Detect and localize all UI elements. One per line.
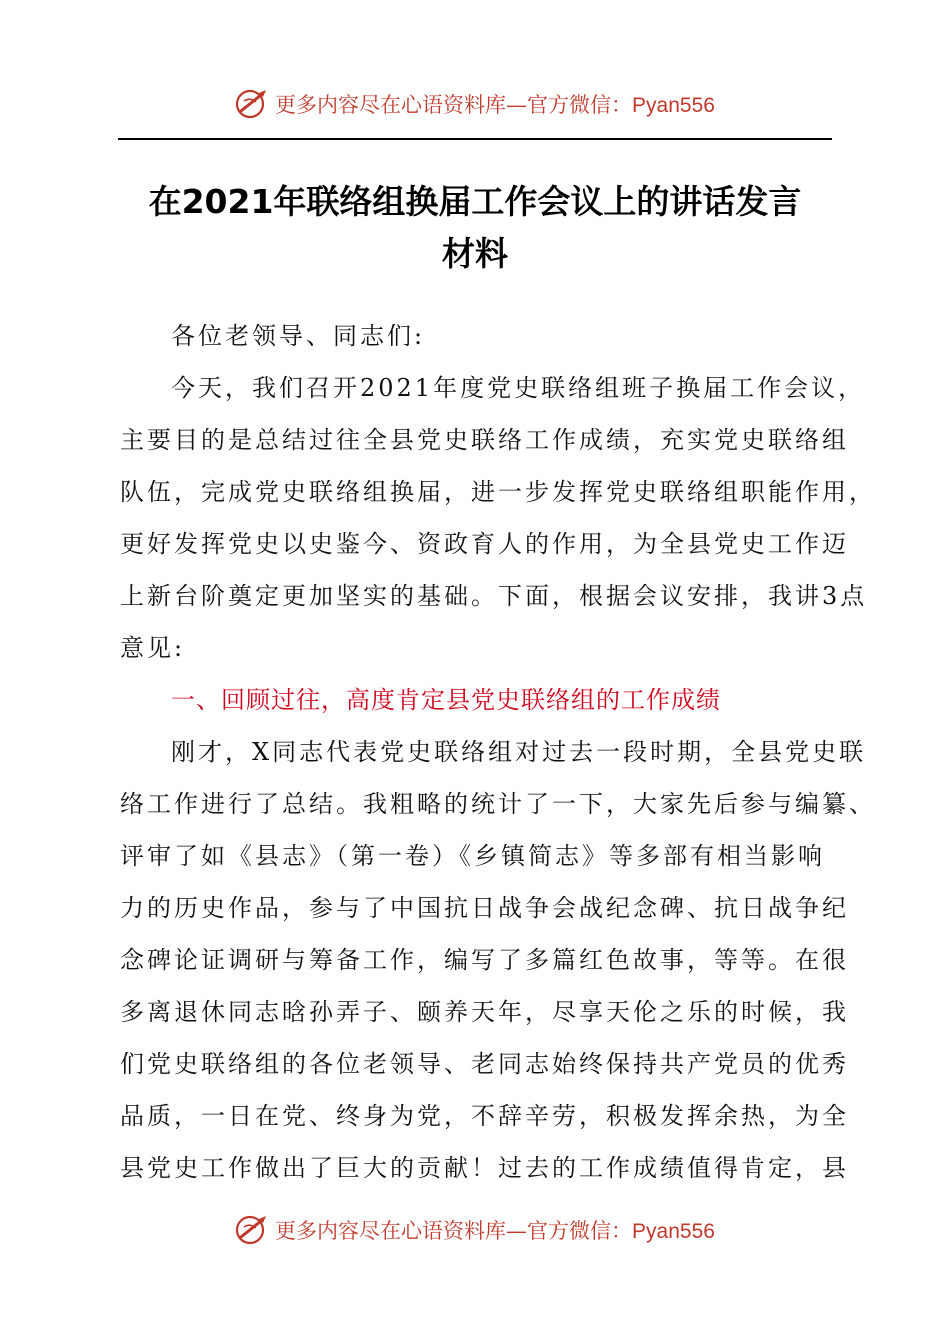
section-heading: 一、回顾过往，高度肯定县党史联络组的工作成绩 — [171, 686, 721, 714]
pen-logo-icon — [235, 1213, 269, 1247]
wechat-account: Pyan556 — [632, 1220, 715, 1243]
header-banner — [0, 84, 950, 124]
banner-text: 更多内容尽在心语资料库—官方微信：Pyan556 — [275, 93, 715, 117]
document-body — [120, 310, 876, 1194]
paragraph-line: 品质，一日在党、终身为党，不辞辛劳，积极发挥余热，为全 — [120, 1102, 849, 1130]
wechat-account: Pyan556 — [632, 94, 715, 117]
paragraph-line: 们党史联络组的各位老领导、老同志始终保持共产党员的优秀 — [120, 1050, 849, 1078]
pen-logo-icon — [235, 87, 269, 121]
salutation: 各位老领导、同志们: — [171, 322, 426, 350]
footer-banner — [0, 1210, 950, 1250]
paragraph-line: 刚才，X同志代表党史联络组对过去一段时期，全县党史联 — [171, 738, 867, 766]
paragraph-line: 今天，我们召开2021年度党史联络组班子换届工作会议， — [171, 374, 866, 402]
paragraph-line: 念碑论证调研与筹备工作，编写了多篇红色故事，等等。在很 — [120, 946, 849, 974]
paragraph-line: 络工作进行了总结。我粗略的统计了一下，大家先后参与编纂、 — [120, 790, 876, 818]
banner-text: 更多内容尽在心语资料库—官方微信：Pyan556 — [275, 1219, 715, 1243]
paragraph-line: 队伍，完成党史联络组换届，进一步发挥党史联络组职能作用， — [120, 478, 876, 506]
paragraph-line: 意见: — [120, 634, 186, 662]
paragraph-line: 力的历史作品，参与了中国抗日战争会战纪念碑、抗日战争纪 — [120, 894, 849, 922]
title-line-1: 在2021年联络组换届工作会议上的讲话发言 — [148, 182, 802, 221]
paragraph-line: 县党史工作做出了巨大的贡献！过去的工作成绩值得肯定，县 — [120, 1154, 849, 1182]
header-divider — [118, 138, 832, 140]
paragraph-line: 更好发挥党史以史鉴今、资政育人的作用，为全县党史工作迈 — [120, 530, 849, 558]
paragraph-line: 主要目的是总结过往全县党史联络工作成绩，充实党史联络组 — [120, 426, 849, 454]
paragraph-line: 评审了如《县志》（第一卷）《乡镇简志》等多部有相当影响 — [120, 842, 825, 870]
paragraph-line: 上新台阶奠定更加坚实的基础。下面，根据会议安排，我讲3点 — [120, 582, 868, 610]
title-line-2: 材料 — [442, 234, 508, 273]
paragraph-line: 多离退休同志晗孙弄子、颐养天年，尽享天伦之乐的时候，我 — [120, 998, 849, 1026]
document-title — [110, 176, 840, 280]
